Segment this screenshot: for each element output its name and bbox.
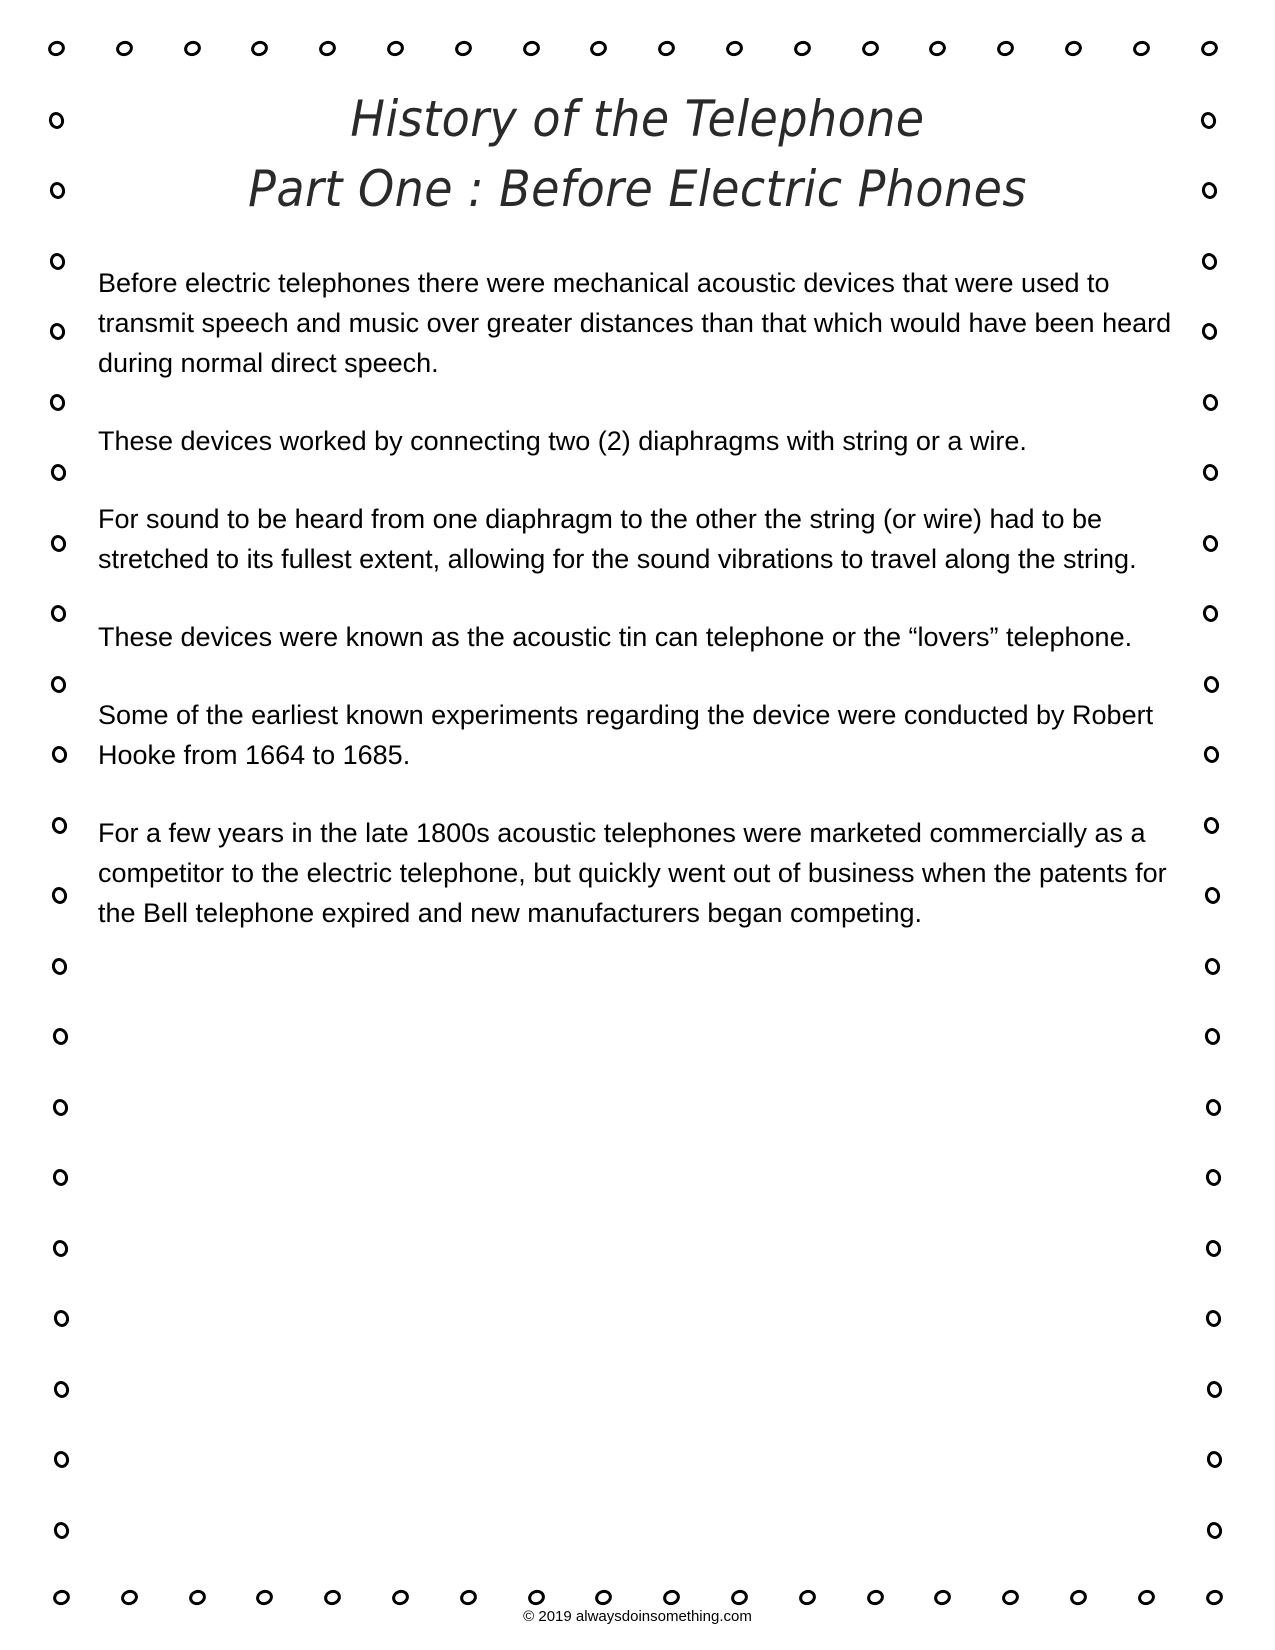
border-dot-icon [1201,603,1220,623]
border-dot-icon [1201,533,1220,553]
paragraph: These devices were known as the acoustic tin can telephone or the “lovers” telephone. [98,622,1133,652]
border-dot-icon [865,1588,886,1608]
border-dot-icon [1000,1588,1021,1608]
border-dot-icon [119,1588,140,1608]
paragraph: For sound to be heard from one diaphragm to the other the string (or wire) had to be stretched to its fullest extent, allowing for the sound vibrations to travel along the string. [98,504,1137,574]
border-dot-icon [1203,956,1222,976]
border-dot-icon [1200,321,1219,341]
border-dot-icon [51,1238,70,1258]
border-dot-icon [52,1449,71,1469]
border-dot-icon [48,251,67,271]
border-dot-icon [48,392,67,412]
border-dot-icon [1199,39,1220,59]
body-text [98,263,1183,971]
border-dot-icon [1202,815,1221,835]
border-dot-icon [48,321,67,341]
border-dot-icon [50,815,69,835]
border-dot-icon [1063,39,1084,59]
border-dot-icon [1202,744,1221,764]
border-dot-icon [187,1588,208,1608]
border-dot-icon [49,462,68,482]
border-dot-icon [46,39,67,59]
border-dot-icon [51,1167,70,1187]
border-dot-icon [50,744,69,764]
border-dot-icon [52,1308,71,1328]
border-dot-icon [724,39,745,59]
border-dot-icon [729,1588,750,1608]
border-dot-icon [661,1588,682,1608]
border-dot-icon [52,1520,71,1540]
border-dot-icon [50,956,69,976]
border-dot-icon [860,39,881,59]
border-dot-icon [51,1097,70,1117]
border-dot-icon [51,1588,72,1608]
border-dot-icon [51,1026,70,1046]
border-dot-icon [1204,1097,1223,1117]
border-dot-icon [49,674,68,694]
page-subtitle: Part One : Before Electric Phones [248,160,1027,218]
border-dot-icon [588,39,609,59]
border-dot-icon [390,1588,411,1608]
paragraph: Some of the earliest known experiments regarding the device were conducted by Robert Hooke from 1664 to 1685. [98,700,1154,770]
border-dot-icon [526,1588,547,1608]
copyright-footer: © 2019 alwaysdoinsomething.com [523,1608,752,1625]
border-dot-icon [249,39,270,59]
page-title: History of the Telephone [350,90,925,148]
border-dot-icon [932,1588,953,1608]
border-dot-icon [1204,1238,1223,1258]
border-dot-icon [114,39,135,59]
border-dot-icon [1203,1026,1222,1046]
border-dot-icon [322,1588,343,1608]
border-dot-icon [453,39,474,59]
border-dot-icon [1205,1379,1224,1399]
border-dot-icon [254,1588,275,1608]
border-dot-icon [317,39,338,59]
border-dot-icon [1068,1588,1089,1608]
paragraph: Before electric telephones there were mechanical acoustic devices that were used to transmit speech and music over greater distances than that which would have been heard during normal direct speech. [98,268,1172,378]
border-dot-icon [1204,1308,1223,1328]
border-dot-icon [52,1379,71,1399]
border-dot-icon [1205,1449,1224,1469]
border-dot-icon [49,603,68,623]
border-dot-icon [995,39,1016,59]
paragraph: For a few years in the late 1800s acoustic telephones were marketed commercially as a competitor to the electric telephone, but quickly went out of business when the patents for the Bell telephone expired and new manufacturers began competing. [98,818,1167,928]
border-dot-icon [1200,251,1219,271]
border-dot-icon [182,39,203,59]
paragraph: These devices worked by connecting two (2) diaphragms with string or a wire. [98,426,1027,456]
border-dot-icon [50,885,69,905]
border-dot-icon [792,39,813,59]
border-dot-icon [49,533,68,553]
border-dot-icon [385,39,406,59]
border-dot-icon [1204,1167,1223,1187]
border-dot-icon [1136,1588,1157,1608]
border-dot-icon [458,1588,479,1608]
border-dot-icon [1204,1588,1225,1608]
border-dot-icon [927,39,948,59]
border-dot-icon [1201,462,1220,482]
border-dot-icon [1131,39,1152,59]
border-dot-icon [1203,885,1222,905]
border-dot-icon [1202,674,1221,694]
border-dot-icon [593,1588,614,1608]
border-dot-icon [797,1588,818,1608]
border-dot-icon [1201,392,1220,412]
border-dot-icon [1205,1520,1224,1540]
border-dot-icon [521,39,542,59]
border-dot-icon [656,39,677,59]
